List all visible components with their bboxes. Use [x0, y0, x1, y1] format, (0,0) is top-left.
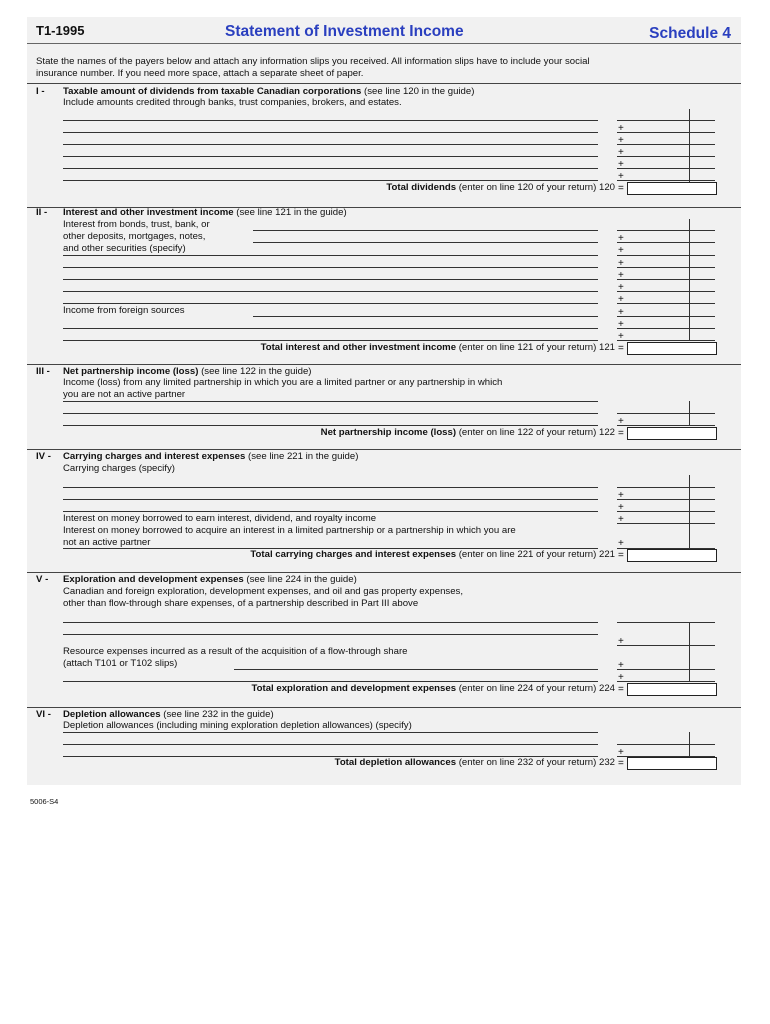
plus-sign: +	[618, 490, 624, 501]
plus-sign: +	[618, 660, 624, 671]
section-4-number: IV -	[36, 451, 51, 462]
partnership-line[interactable]	[63, 425, 598, 426]
interest-payer-line[interactable]	[63, 303, 598, 304]
equals-sign: =	[618, 550, 624, 561]
total-label-bold: Total interest and other investment income	[260, 342, 457, 353]
section-1-title: Taxable amount of dividends from taxable Canadian corporations	[63, 86, 362, 97]
equals-sign: =	[618, 684, 624, 695]
depletion-line[interactable]	[63, 744, 598, 745]
resource-expenses-line[interactable]	[234, 669, 598, 670]
total-label-bold: Total depletion allowances	[334, 757, 457, 768]
amount-field-line[interactable]	[617, 622, 715, 623]
total-note: (enter on line 122 of your return)	[456, 427, 597, 438]
section-5-title: Exploration and development expenses	[63, 574, 244, 585]
plus-sign: +	[618, 307, 624, 318]
total-interest-box[interactable]	[627, 342, 717, 355]
plus-sign: +	[618, 331, 624, 342]
total-note: (enter on line 232 of your return)	[456, 757, 597, 768]
plus-sign: +	[618, 147, 624, 158]
section-3-title: Net partnership income (loss)	[63, 366, 199, 377]
exploration-desc-1: Canadian and foreign exploration, development expenses, and oil and gas property expenses,	[63, 586, 464, 597]
plus-sign: +	[618, 294, 624, 305]
amount-field-line[interactable]	[617, 487, 715, 488]
section-3-note: (see line 122 in the guide)	[198, 366, 312, 377]
total-exploration-label	[252, 683, 616, 695]
total-interest-label	[261, 342, 615, 354]
amount-field-line[interactable]	[617, 242, 715, 243]
section-1-note: (see line 120 in the guide)	[361, 86, 475, 97]
plus-sign: +	[618, 245, 624, 256]
section-5-note: (see line 224 in the guide)	[243, 574, 357, 585]
interest-payer-line[interactable]	[63, 340, 598, 341]
total-carrying-box[interactable]	[627, 549, 717, 562]
carrying-charge-line[interactable]	[63, 487, 598, 488]
interest-partnership-label-1: Interest on money borrowed to acquire an interest in a limited partnership or a partnership in which you are	[63, 525, 516, 536]
section-2-title: Interest and other investment income	[63, 207, 234, 218]
interest-desc-1: Interest from bonds, trust, bank, or	[63, 219, 210, 230]
interest-desc-2: other deposits, mortgages, notes,	[63, 231, 206, 242]
section-divider	[27, 572, 741, 573]
amount-field-line[interactable]	[617, 180, 715, 181]
depletion-line[interactable]	[63, 732, 598, 733]
equals-sign: =	[618, 183, 624, 194]
line-number: 121	[598, 342, 615, 353]
plus-sign: +	[618, 514, 624, 525]
section-3-number: III -	[36, 366, 50, 377]
total-depletion-box[interactable]	[627, 757, 717, 770]
dividend-payer-line[interactable]	[63, 144, 598, 145]
cents-divider	[689, 622, 690, 682]
amount-field-line[interactable]	[617, 230, 715, 231]
section-5-number: V -	[36, 574, 49, 585]
amount-field-line[interactable]	[617, 744, 715, 745]
amount-field-line[interactable]	[617, 120, 715, 121]
line-number: 224	[598, 683, 615, 694]
amount-field-line[interactable]	[617, 681, 715, 682]
plus-sign: +	[618, 135, 624, 146]
depletion-desc: Depletion allowances (including mining exploration depletion allowances) (specify)	[63, 720, 412, 731]
total-label-bold: Total exploration and development expenses	[251, 683, 457, 694]
dividend-payer-line[interactable]	[63, 132, 598, 133]
plus-sign: +	[618, 538, 624, 549]
total-dividends-box[interactable]	[627, 182, 717, 195]
total-note: (enter on line 121 of your return)	[456, 342, 597, 353]
total-depletion-label	[335, 757, 615, 769]
amount-field-line[interactable]	[617, 279, 715, 280]
line-number: 120	[598, 182, 615, 193]
carrying-charge-line[interactable]	[63, 511, 598, 512]
section-divider	[27, 364, 741, 365]
equals-sign: =	[618, 758, 624, 769]
form-id: T1-1995	[36, 23, 85, 38]
section-1-desc: Include amounts credited through banks, trust companies, brokers, and estates.	[63, 97, 402, 108]
total-carrying-label	[250, 549, 615, 561]
plus-sign: +	[618, 270, 624, 281]
interest-partnership-label-2: not an active partner	[63, 537, 151, 548]
section-5-heading	[63, 574, 357, 586]
interest-payer-line[interactable]	[253, 230, 598, 231]
total-label-bold: Total carrying charges and interest expenses	[250, 549, 457, 560]
section-6-title: Depletion allowances	[63, 709, 161, 720]
foreign-income-line[interactable]	[253, 316, 598, 317]
plus-sign: +	[618, 123, 624, 134]
dividend-payer-line[interactable]	[63, 180, 598, 181]
section-2-note: (see line 121 in the guide)	[233, 207, 347, 218]
statement-form	[27, 17, 741, 785]
net-partnership-label	[321, 427, 615, 439]
amount-field-line[interactable]	[617, 413, 715, 414]
amount-field-line[interactable]	[617, 328, 715, 329]
amount-field-line[interactable]	[617, 645, 715, 646]
amount-field-line[interactable]	[617, 255, 715, 256]
amount-field-line[interactable]	[617, 291, 715, 292]
carrying-charge-line[interactable]	[63, 499, 598, 500]
interest-borrowed-label: Interest on money borrowed to earn interest, dividend, and royalty income	[63, 513, 377, 524]
page-title: Statement of Investment Income	[225, 23, 464, 40]
intro-line-1: State the names of the payers below and attach any information slips you received. All information slips have to include your social	[36, 56, 590, 67]
section-4-title: Carrying charges and interest expenses	[63, 451, 246, 462]
partnership-desc-1: Income (loss) from any limited partnership in which you are a limited partner or any partnership in which	[63, 377, 503, 388]
section-1-number: I -	[36, 86, 45, 97]
equals-sign: =	[618, 428, 624, 439]
amount-field-line[interactable]	[617, 340, 715, 341]
amount-field-line[interactable]	[617, 156, 715, 157]
amount-field-line[interactable]	[617, 303, 715, 304]
line-number: 221	[598, 549, 615, 560]
plus-sign: +	[618, 258, 624, 269]
total-exploration-box[interactable]	[627, 683, 717, 696]
exploration-line[interactable]	[63, 681, 598, 682]
equals-sign: =	[618, 343, 624, 354]
resource-expenses-label-2: (attach T101 or T102 slips)	[63, 658, 178, 669]
amount-field-line[interactable]	[617, 499, 715, 500]
total-note: (enter on line 221 of your return)	[456, 549, 597, 560]
interest-desc-3: and other securities (specify)	[63, 243, 186, 254]
line-number: 122	[598, 427, 615, 438]
amount-field-line[interactable]	[617, 316, 715, 317]
interest-payer-line[interactable]	[63, 279, 598, 280]
section-2-heading	[63, 207, 347, 219]
partnership-desc-2: you are not an active partner	[63, 389, 186, 400]
net-partnership-box[interactable]	[627, 427, 717, 440]
interest-payer-line[interactable]	[63, 291, 598, 292]
section-divider	[27, 83, 741, 84]
amount-field-line[interactable]	[617, 168, 715, 169]
plus-sign: +	[618, 282, 624, 293]
interest-payer-line[interactable]	[253, 242, 598, 243]
interest-payer-line[interactable]	[63, 328, 598, 329]
exploration-line[interactable]	[63, 622, 598, 623]
section-divider	[27, 707, 741, 708]
section-4-heading	[63, 451, 358, 463]
plus-sign: +	[618, 672, 624, 683]
amount-field-line[interactable]	[617, 523, 715, 524]
plus-sign: +	[618, 416, 624, 427]
dividend-payer-line[interactable]	[63, 168, 598, 169]
form-code: 5006-S4	[30, 797, 59, 806]
plus-sign: +	[618, 502, 624, 513]
carrying-charges-desc: Carrying charges (specify)	[63, 463, 175, 474]
intro-line-2: insurance number. If you need more space, attach a separate sheet of paper.	[36, 68, 364, 79]
partnership-line[interactable]	[63, 401, 598, 402]
exploration-desc-2: other than flow-through share expenses, of a partnership described in Part III above	[63, 598, 419, 609]
section-6-number: VI -	[36, 709, 51, 720]
plus-sign: +	[618, 171, 624, 182]
total-label-bold: Net partnership income (loss)	[320, 427, 457, 438]
total-label-bold: Total dividends	[386, 182, 457, 193]
section-4-note: (see line 221 in the guide)	[245, 451, 359, 462]
partnership-line[interactable]	[63, 413, 598, 414]
plus-sign: +	[618, 319, 624, 330]
amount-field-line[interactable]	[617, 267, 715, 268]
amount-field-line[interactable]	[617, 144, 715, 145]
amount-field-line[interactable]	[617, 669, 715, 670]
line-number: 232	[598, 757, 615, 768]
schedule-label: Schedule 4	[649, 25, 731, 42]
foreign-income-label: Income from foreign sources	[63, 305, 185, 316]
section-2-number: II -	[36, 207, 48, 218]
resource-expenses-label-1: Resource expenses incurred as a result of the acquisition of a flow-through share	[63, 646, 408, 657]
cents-divider	[689, 219, 690, 341]
amount-field-line[interactable]	[617, 425, 715, 426]
interest-payer-line[interactable]	[63, 267, 598, 268]
header-rule	[27, 43, 741, 44]
exploration-line[interactable]	[63, 634, 598, 635]
section-divider	[27, 449, 741, 450]
plus-sign: +	[618, 747, 624, 758]
total-note: (enter on line 224 of your return)	[456, 683, 597, 694]
plus-sign: +	[618, 233, 624, 244]
total-dividends-label	[386, 182, 615, 194]
amount-field-line[interactable]	[617, 132, 715, 133]
section-6-note: (see line 232 in the guide)	[160, 709, 274, 720]
total-note: (enter on line 120 of your return)	[456, 182, 597, 193]
dividend-payer-line[interactable]	[63, 120, 598, 121]
dividend-payer-line[interactable]	[63, 156, 598, 157]
plus-sign: +	[618, 636, 624, 647]
plus-sign: +	[618, 159, 624, 170]
interest-payer-line[interactable]	[63, 255, 598, 256]
amount-field-line[interactable]	[617, 511, 715, 512]
